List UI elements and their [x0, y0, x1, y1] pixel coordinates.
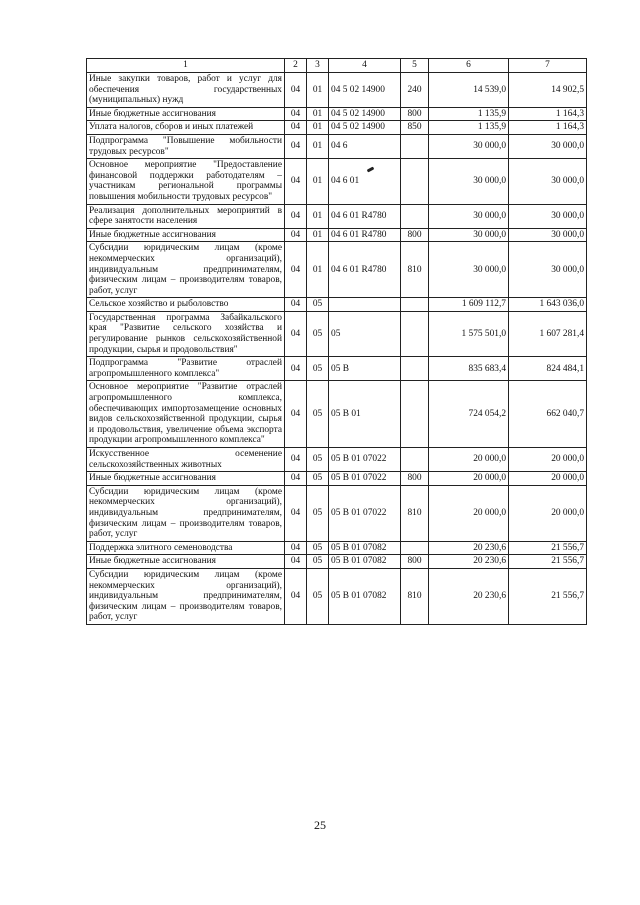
- row-name-cell: Искусственное осеменение сельскохозяйственных животных: [87, 448, 285, 472]
- amount-year1-cell: 30 000,0: [429, 242, 509, 298]
- table-row: [87, 485, 587, 541]
- table-row: [87, 568, 587, 624]
- table-header-row: [87, 59, 587, 73]
- amount-year2-cell: 662 040,7: [509, 381, 587, 448]
- section-cell: 04: [285, 107, 307, 121]
- subsection-cell: 05: [307, 357, 329, 381]
- section-cell: 04: [285, 485, 307, 541]
- subsection-cell: 05: [307, 298, 329, 312]
- expense-type-cell: 810: [401, 242, 429, 298]
- amount-year2-cell: 21 556,7: [509, 555, 587, 569]
- subsection-cell: 01: [307, 134, 329, 158]
- section-cell: 04: [285, 381, 307, 448]
- amount-year1-cell: 20 000,0: [429, 448, 509, 472]
- table-row: [87, 472, 587, 486]
- amount-year2-cell: 30 000,0: [509, 228, 587, 242]
- section-cell: 04: [285, 555, 307, 569]
- section-cell: 04: [285, 311, 307, 356]
- table-row: [87, 298, 587, 312]
- target-article-cell: 04 6 01 R4780: [329, 204, 401, 228]
- table-row: [87, 134, 587, 158]
- target-article-cell: 05 В 01 07082: [329, 541, 401, 555]
- expense-type-cell: 800: [401, 472, 429, 486]
- row-name-cell: Реализация дополнительных мероприятий в сфере занятости населения: [87, 204, 285, 228]
- amount-year1-cell: 14 539,0: [429, 73, 509, 108]
- column-header: 4: [329, 59, 401, 73]
- table-row: [87, 242, 587, 298]
- section-cell: 04: [285, 298, 307, 312]
- amount-year1-cell: 30 000,0: [429, 204, 509, 228]
- target-article-cell: 04 5 02 14900: [329, 121, 401, 135]
- row-name-cell: Основное мероприятие "Предоставление финансовой поддержки работодателям – участникам региональной программы повышения мобильности трудовых ресурсов": [87, 159, 285, 204]
- amount-year1-cell: 1 575 501,0: [429, 311, 509, 356]
- target-article-cell: 05 В 01 07082: [329, 568, 401, 624]
- table-row: [87, 107, 587, 121]
- row-name-cell: Подпрограмма "Развитие отраслей агропромышленного комплекса": [87, 357, 285, 381]
- amount-year2-cell: 20 000,0: [509, 448, 587, 472]
- section-cell: 04: [285, 568, 307, 624]
- table-row: [87, 121, 587, 135]
- amount-year2-cell: 20 000,0: [509, 472, 587, 486]
- row-name-cell: Иные бюджетные ассигнования: [87, 228, 285, 242]
- column-header: 7: [509, 59, 587, 73]
- subsection-cell: 01: [307, 242, 329, 298]
- table-row: [87, 555, 587, 569]
- amount-year2-cell: 824 484,1: [509, 357, 587, 381]
- section-cell: 04: [285, 448, 307, 472]
- subsection-cell: 05: [307, 448, 329, 472]
- amount-year2-cell: 30 000,0: [509, 134, 587, 158]
- expense-type-cell: [401, 541, 429, 555]
- row-name-cell: Иные бюджетные ассигнования: [87, 555, 285, 569]
- amount-year1-cell: 20 230,6: [429, 568, 509, 624]
- amount-year2-cell: 1 643 036,0: [509, 298, 587, 312]
- column-header: 5: [401, 59, 429, 73]
- target-article-cell: 04 6: [329, 134, 401, 158]
- expense-type-cell: [401, 159, 429, 204]
- subsection-cell: 05: [307, 568, 329, 624]
- table-row: [87, 541, 587, 555]
- subsection-cell: 01: [307, 204, 329, 228]
- expense-type-cell: 850: [401, 121, 429, 135]
- table-body: [87, 73, 587, 625]
- amount-year1-cell: 1 609 112,7: [429, 298, 509, 312]
- amount-year2-cell: 1 164,3: [509, 107, 587, 121]
- section-cell: 04: [285, 159, 307, 204]
- amount-year2-cell: 20 000,0: [509, 485, 587, 541]
- amount-year1-cell: 30 000,0: [429, 228, 509, 242]
- amount-year2-cell: 30 000,0: [509, 242, 587, 298]
- amount-year2-cell: 21 556,7: [509, 568, 587, 624]
- target-article-cell: 05 В 01 07082: [329, 555, 401, 569]
- table-row: [87, 228, 587, 242]
- subsection-cell: 05: [307, 311, 329, 356]
- row-name-cell: Субсидии юридическим лицам (кроме некоммерческих организаций), индивидуальным предпринимателям, физическим лицам – производителям товаров, работ, услуг: [87, 242, 285, 298]
- row-name-cell: Иные бюджетные ассигнования: [87, 472, 285, 486]
- section-cell: 04: [285, 541, 307, 555]
- expense-type-cell: [401, 134, 429, 158]
- amount-year1-cell: 20 000,0: [429, 472, 509, 486]
- target-article-cell: 04 6 01: [329, 159, 401, 204]
- amount-year1-cell: 20 230,6: [429, 541, 509, 555]
- subsection-cell: 05: [307, 541, 329, 555]
- amount-year2-cell: 30 000,0: [509, 204, 587, 228]
- row-name-cell: Субсидии юридическим лицам (кроме некоммерческих организаций), индивидуальным предпринимателям, физическим лицам – производителям товаров, работ, услуг: [87, 485, 285, 541]
- table-row: [87, 73, 587, 108]
- section-cell: 04: [285, 204, 307, 228]
- subsection-cell: 05: [307, 472, 329, 486]
- row-name-cell: Поддержка элитного семеноводства: [87, 541, 285, 555]
- subsection-cell: 01: [307, 228, 329, 242]
- target-article-cell: 05: [329, 311, 401, 356]
- amount-year1-cell: 20 000,0: [429, 485, 509, 541]
- target-article-cell: 05 В 01 07022: [329, 448, 401, 472]
- row-name-cell: Уплата налогов, сборов и иных платежей: [87, 121, 285, 135]
- section-cell: 04: [285, 73, 307, 108]
- column-header: 1: [87, 59, 285, 73]
- budget-table: [86, 58, 587, 625]
- amount-year2-cell: 1 164,3: [509, 121, 587, 135]
- subsection-cell: 01: [307, 73, 329, 108]
- subsection-cell: 01: [307, 107, 329, 121]
- amount-year2-cell: 14 902,5: [509, 73, 587, 108]
- target-article-cell: 05 В: [329, 357, 401, 381]
- target-article-cell: 05 В 01 07022: [329, 472, 401, 486]
- subsection-cell: 05: [307, 485, 329, 541]
- page-number: 25: [314, 818, 326, 832]
- amount-year1-cell: 1 135,9: [429, 107, 509, 121]
- expense-type-cell: [401, 381, 429, 448]
- amount-year1-cell: 30 000,0: [429, 159, 509, 204]
- section-cell: 04: [285, 472, 307, 486]
- table-row: [87, 381, 587, 448]
- target-article-cell: 04 5 02 14900: [329, 107, 401, 121]
- subsection-cell: 01: [307, 159, 329, 204]
- target-article-cell: 05 В 01: [329, 381, 401, 448]
- target-article-cell: 05 В 01 07022: [329, 485, 401, 541]
- expense-type-cell: [401, 357, 429, 381]
- subsection-cell: 05: [307, 381, 329, 448]
- row-name-cell: Подпрограмма "Повышение мобильности трудовых ресурсов": [87, 134, 285, 158]
- expense-type-cell: 800: [401, 107, 429, 121]
- row-name-cell: Сельское хозяйство и рыболовство: [87, 298, 285, 312]
- amount-year2-cell: 1 607 281,4: [509, 311, 587, 356]
- section-cell: 04: [285, 357, 307, 381]
- row-name-cell: Субсидии юридическим лицам (кроме некоммерческих организаций), индивидуальным предпринимателям, физическим лицам – производителям товаров, работ, услуг: [87, 568, 285, 624]
- column-header: 2: [285, 59, 307, 73]
- table-row: [87, 159, 587, 204]
- subsection-cell: 05: [307, 555, 329, 569]
- section-cell: 04: [285, 121, 307, 135]
- expense-type-cell: 800: [401, 555, 429, 569]
- expense-type-cell: [401, 298, 429, 312]
- expense-type-cell: [401, 448, 429, 472]
- row-name-cell: Иные закупки товаров, работ и услуг для обеспечения государственных (муниципальных) нужд: [87, 73, 285, 108]
- expense-type-cell: [401, 204, 429, 228]
- section-cell: 04: [285, 242, 307, 298]
- amount-year2-cell: 30 000,0: [509, 159, 587, 204]
- target-article-cell: [329, 298, 401, 312]
- row-name-cell: Иные бюджетные ассигнования: [87, 107, 285, 121]
- expense-type-cell: 240: [401, 73, 429, 108]
- row-name-cell: Государственная программа Забайкальского края "Развитие сельского хозяйства и регулирование рынков сельскохозяйственной продукции, сырья и продовольствия": [87, 311, 285, 356]
- column-header: 6: [429, 59, 509, 73]
- amount-year2-cell: 21 556,7: [509, 541, 587, 555]
- amount-year1-cell: 724 054,2: [429, 381, 509, 448]
- table-row: [87, 357, 587, 381]
- target-article-cell: 04 5 02 14900: [329, 73, 401, 108]
- target-article-cell: 04 6 01 R4780: [329, 228, 401, 242]
- expense-type-cell: 800: [401, 228, 429, 242]
- target-article-cell: 04 6 01 R4780: [329, 242, 401, 298]
- section-cell: 04: [285, 228, 307, 242]
- amount-year1-cell: 30 000,0: [429, 134, 509, 158]
- row-name-cell: Основное мероприятие "Развитие отраслей агропромышленного комплекса, обеспечивающих импортозамещение основных видов сельскохозяйственной продукции, сырья и продовольствия, увеличение объема экспорта продукции агропромышленного комплекса": [87, 381, 285, 448]
- expense-type-cell: [401, 311, 429, 356]
- section-cell: 04: [285, 134, 307, 158]
- expense-type-cell: 810: [401, 568, 429, 624]
- amount-year1-cell: 1 135,9: [429, 121, 509, 135]
- expense-type-cell: 810: [401, 485, 429, 541]
- table-row: [87, 204, 587, 228]
- amount-year1-cell: 20 230,6: [429, 555, 509, 569]
- column-header: 3: [307, 59, 329, 73]
- amount-year1-cell: 835 683,4: [429, 357, 509, 381]
- subsection-cell: 01: [307, 121, 329, 135]
- table-row: [87, 311, 587, 356]
- table-row: [87, 448, 587, 472]
